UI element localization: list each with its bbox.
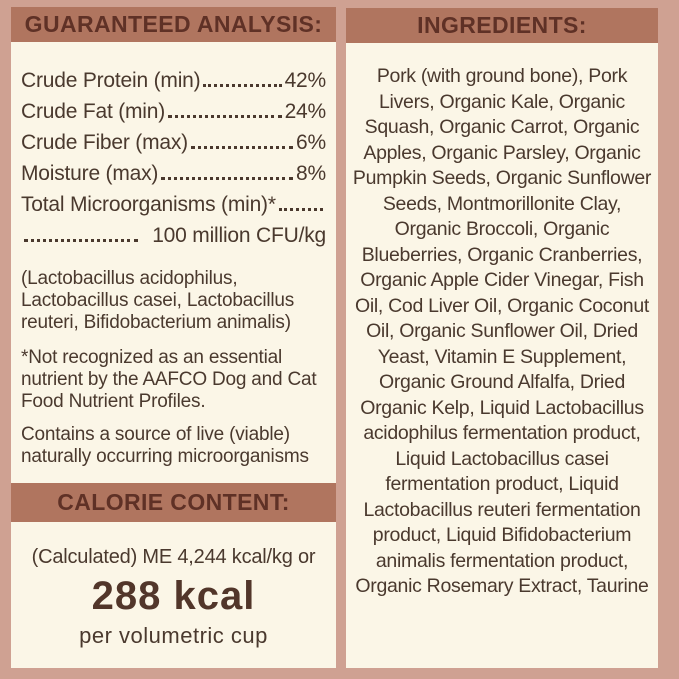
- left-column: [11, 7, 336, 668]
- guaranteed-analysis-panel: [11, 42, 336, 483]
- ingredients-header: [346, 8, 658, 43]
- per-volumetric-cup-label: per volumetric cup: [79, 623, 268, 648]
- analysis-row-microorganisms: [21, 190, 326, 221]
- analysis-value: 8%: [296, 162, 326, 185]
- analysis-row-protein: [21, 66, 326, 97]
- footnote-live-microorganisms: Contains a source of live (viable) naturally occurring microorganisms: [21, 424, 309, 467]
- ingredients-list-text: Pork (with ground bone), Pork Livers, Organic Kale, Organic Squash, Organic Carrot, Organic Apples, Organic Parsley, Organic Pumpkin Seeds, Organic Sunflower Seeds, Montmorillonite Clay, Organic Broccoli, Organic Blueberries, Organic Cranberries, Organic Apple Cider Vinegar, Fish Oil, Cod Liver Oil, Organic Coconut Oil, Organic Sunflower Oil, Dried Yeast, Vitamin E Supplement, Organic Ground Alfalfa, Dried Organic Kelp, Liquid Lactobacillus acidophilus fermentation product, Liquid Lactobacillus casei fermentation product, Liquid Lactobacillus reuteri fermentation product, Liquid Bifidobacterium animalis fermentation product, Organic Rosemary Extract, Taurine: [352, 65, 652, 597]
- analysis-value: 100 million CFU/kg: [152, 224, 326, 247]
- analysis-row-moisture: [21, 159, 326, 190]
- analysis-label: Total Microorganisms (min)*: [21, 193, 276, 216]
- analysis-label: Moisture (max): [21, 162, 159, 185]
- dot-leader: [161, 177, 293, 180]
- right-column: [346, 8, 658, 668]
- calorie-content-header: [11, 483, 336, 522]
- analysis-value: 42%: [284, 69, 326, 92]
- ingredients-panel: [346, 43, 658, 668]
- calorie-content-panel: [11, 522, 336, 668]
- analysis-row-fat: [21, 97, 326, 128]
- analysis-row-fiber: [21, 128, 326, 159]
- analysis-label: Crude Protein (min): [21, 69, 201, 92]
- footnote-aafco: *Not recognized as an essential nutrient by the AAFCO Dog and Cat Food Nutrient Profiles.: [21, 347, 317, 412]
- dot-leader: [203, 84, 281, 87]
- footnote-bacteria-list: (Lactobacillus acidophilus, Lactobacillus casei, Lactobacillus reuteri, Bifidobacterium animalis): [21, 268, 295, 333]
- dot-leader: [24, 239, 138, 242]
- ingredients-title: INGREDIENTS:: [417, 12, 587, 38]
- calorie-calculated-line: (Calculated) ME 4,244 kcal/kg or: [31, 546, 316, 568]
- guaranteed-analysis-header: [11, 7, 336, 42]
- analysis-row-microorganisms-value: [21, 221, 326, 252]
- analysis-label: Crude Fiber (max): [21, 131, 188, 154]
- kcal-per-cup-value: 288 kcal: [91, 574, 256, 618]
- analysis-label: Crude Fat (min): [21, 100, 166, 123]
- dot-leader: [279, 208, 323, 211]
- dot-leader: [191, 146, 293, 149]
- analysis-value: 24%: [284, 100, 326, 123]
- guaranteed-analysis-title: GUARANTEED ANALYSIS:: [24, 11, 323, 37]
- calorie-content-title: CALORIE CONTENT:: [57, 489, 290, 515]
- analysis-value: 6%: [296, 131, 326, 154]
- dot-leader: [168, 115, 282, 118]
